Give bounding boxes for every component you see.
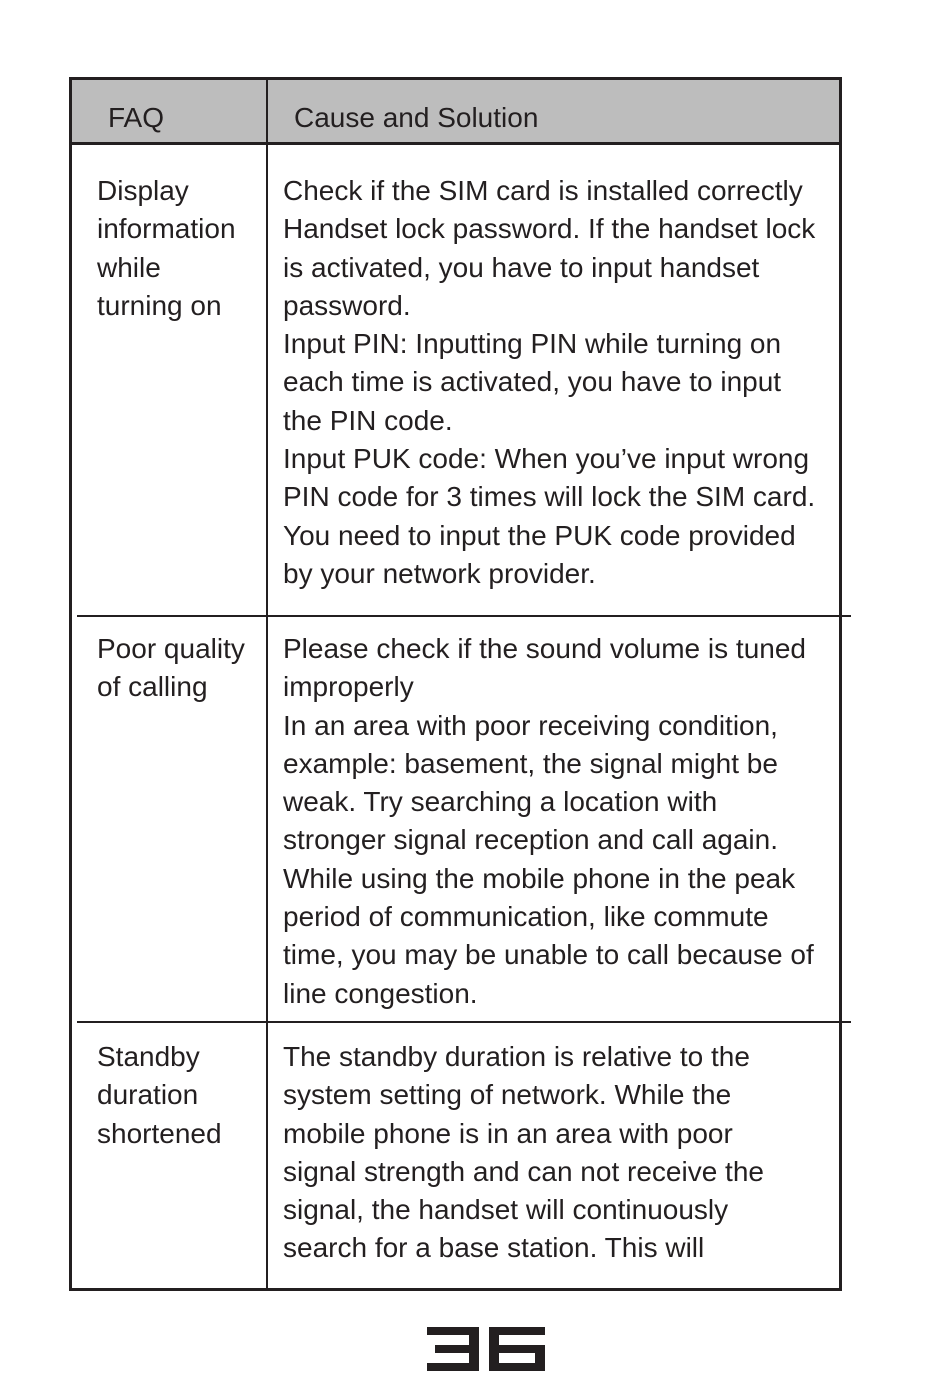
row-2-answer: [283, 630, 843, 1013]
row-3-answer-line: signal strength and can not receive the: [283, 1155, 764, 1187]
row-1-answer-line: Handset lock password. If the handset lock: [283, 213, 816, 245]
row-2-question-line: Poor quality: [97, 633, 245, 664]
row-1-answer-line: password.: [283, 289, 411, 321]
row-1-answer-line: You need to input the PUK code provided: [283, 519, 796, 551]
row-3-answer-line: system setting of network. While the: [283, 1079, 732, 1111]
row-1-answer-line: the PIN code.: [283, 404, 453, 436]
row-1-answer-line: Check if the SIM card is installed correctly: [283, 175, 803, 206]
row-3-answer-line: mobile phone is in an area with poor: [283, 1117, 733, 1149]
header-cause-and-solution: Cause and Solution: [294, 102, 539, 133]
row-1-question-line: turning on: [97, 289, 222, 321]
page-number: [427, 1327, 547, 1371]
row-2-answer-line: time, you may be unable to call because of: [283, 939, 814, 971]
row-separator: [77, 615, 851, 617]
row-3-question-line: duration: [97, 1079, 199, 1111]
row-1-answer: [283, 172, 843, 593]
row-2-answer-line: example: basement, the signal might be: [283, 747, 778, 779]
row-3-answer: [283, 1038, 843, 1268]
row-1-answer-line: PIN code for 3 times will lock the SIM card.: [283, 481, 816, 513]
row-2-answer-line: Please check if the sound volume is tuned: [283, 633, 806, 664]
row-2-question: [97, 630, 262, 707]
header-faq: FAQ: [108, 102, 165, 133]
row-1-question-line: information: [97, 213, 236, 245]
row-2-answer-line: stronger signal reception and call again.: [283, 824, 778, 856]
row-2-answer-line: line congestion.: [283, 977, 478, 1009]
row-2-answer-line: In an area with poor receiving condition,: [283, 709, 778, 741]
page-number-graphic: [427, 1327, 547, 1371]
row-3-question-line: shortened: [97, 1117, 222, 1149]
row-1-answer-line: each time is activated, you have to input: [283, 366, 782, 398]
row-2-answer-line: While using the mobile phone in the peak: [283, 862, 796, 894]
table-header: [72, 80, 839, 145]
column-divider: [266, 80, 268, 1288]
row-1-answer-line: by your network provider.: [283, 557, 596, 589]
row-2-answer-line: improperly: [283, 671, 414, 703]
row-2-answer-line: weak. Try searching a location with: [283, 786, 718, 818]
row-1-question-line: while: [97, 251, 161, 283]
row-2-answer-line: period of communication, like commute: [283, 901, 769, 933]
row-separator: [77, 1021, 851, 1023]
faq-table: [69, 77, 842, 1291]
row-3-answer-line: search for a base station. This will: [283, 1232, 705, 1264]
row-1-question-line: Display: [97, 175, 189, 206]
row-2-question-line: of calling: [97, 671, 208, 703]
row-3-question-line: Standby: [97, 1041, 200, 1072]
row-3-question: [97, 1038, 262, 1153]
row-1-question: [97, 172, 262, 325]
row-3-answer-line: signal, the handset will continuously: [283, 1194, 729, 1226]
row-1-answer-line: is activated, you have to input handset: [283, 251, 760, 283]
row-1-answer-line: Input PUK code: When you’ve input wrong: [283, 443, 810, 475]
row-1-answer-line: Input PIN: Inputting PIN while turning on: [283, 328, 782, 360]
row-3-answer-line: The standby duration is relative to the: [283, 1041, 750, 1072]
